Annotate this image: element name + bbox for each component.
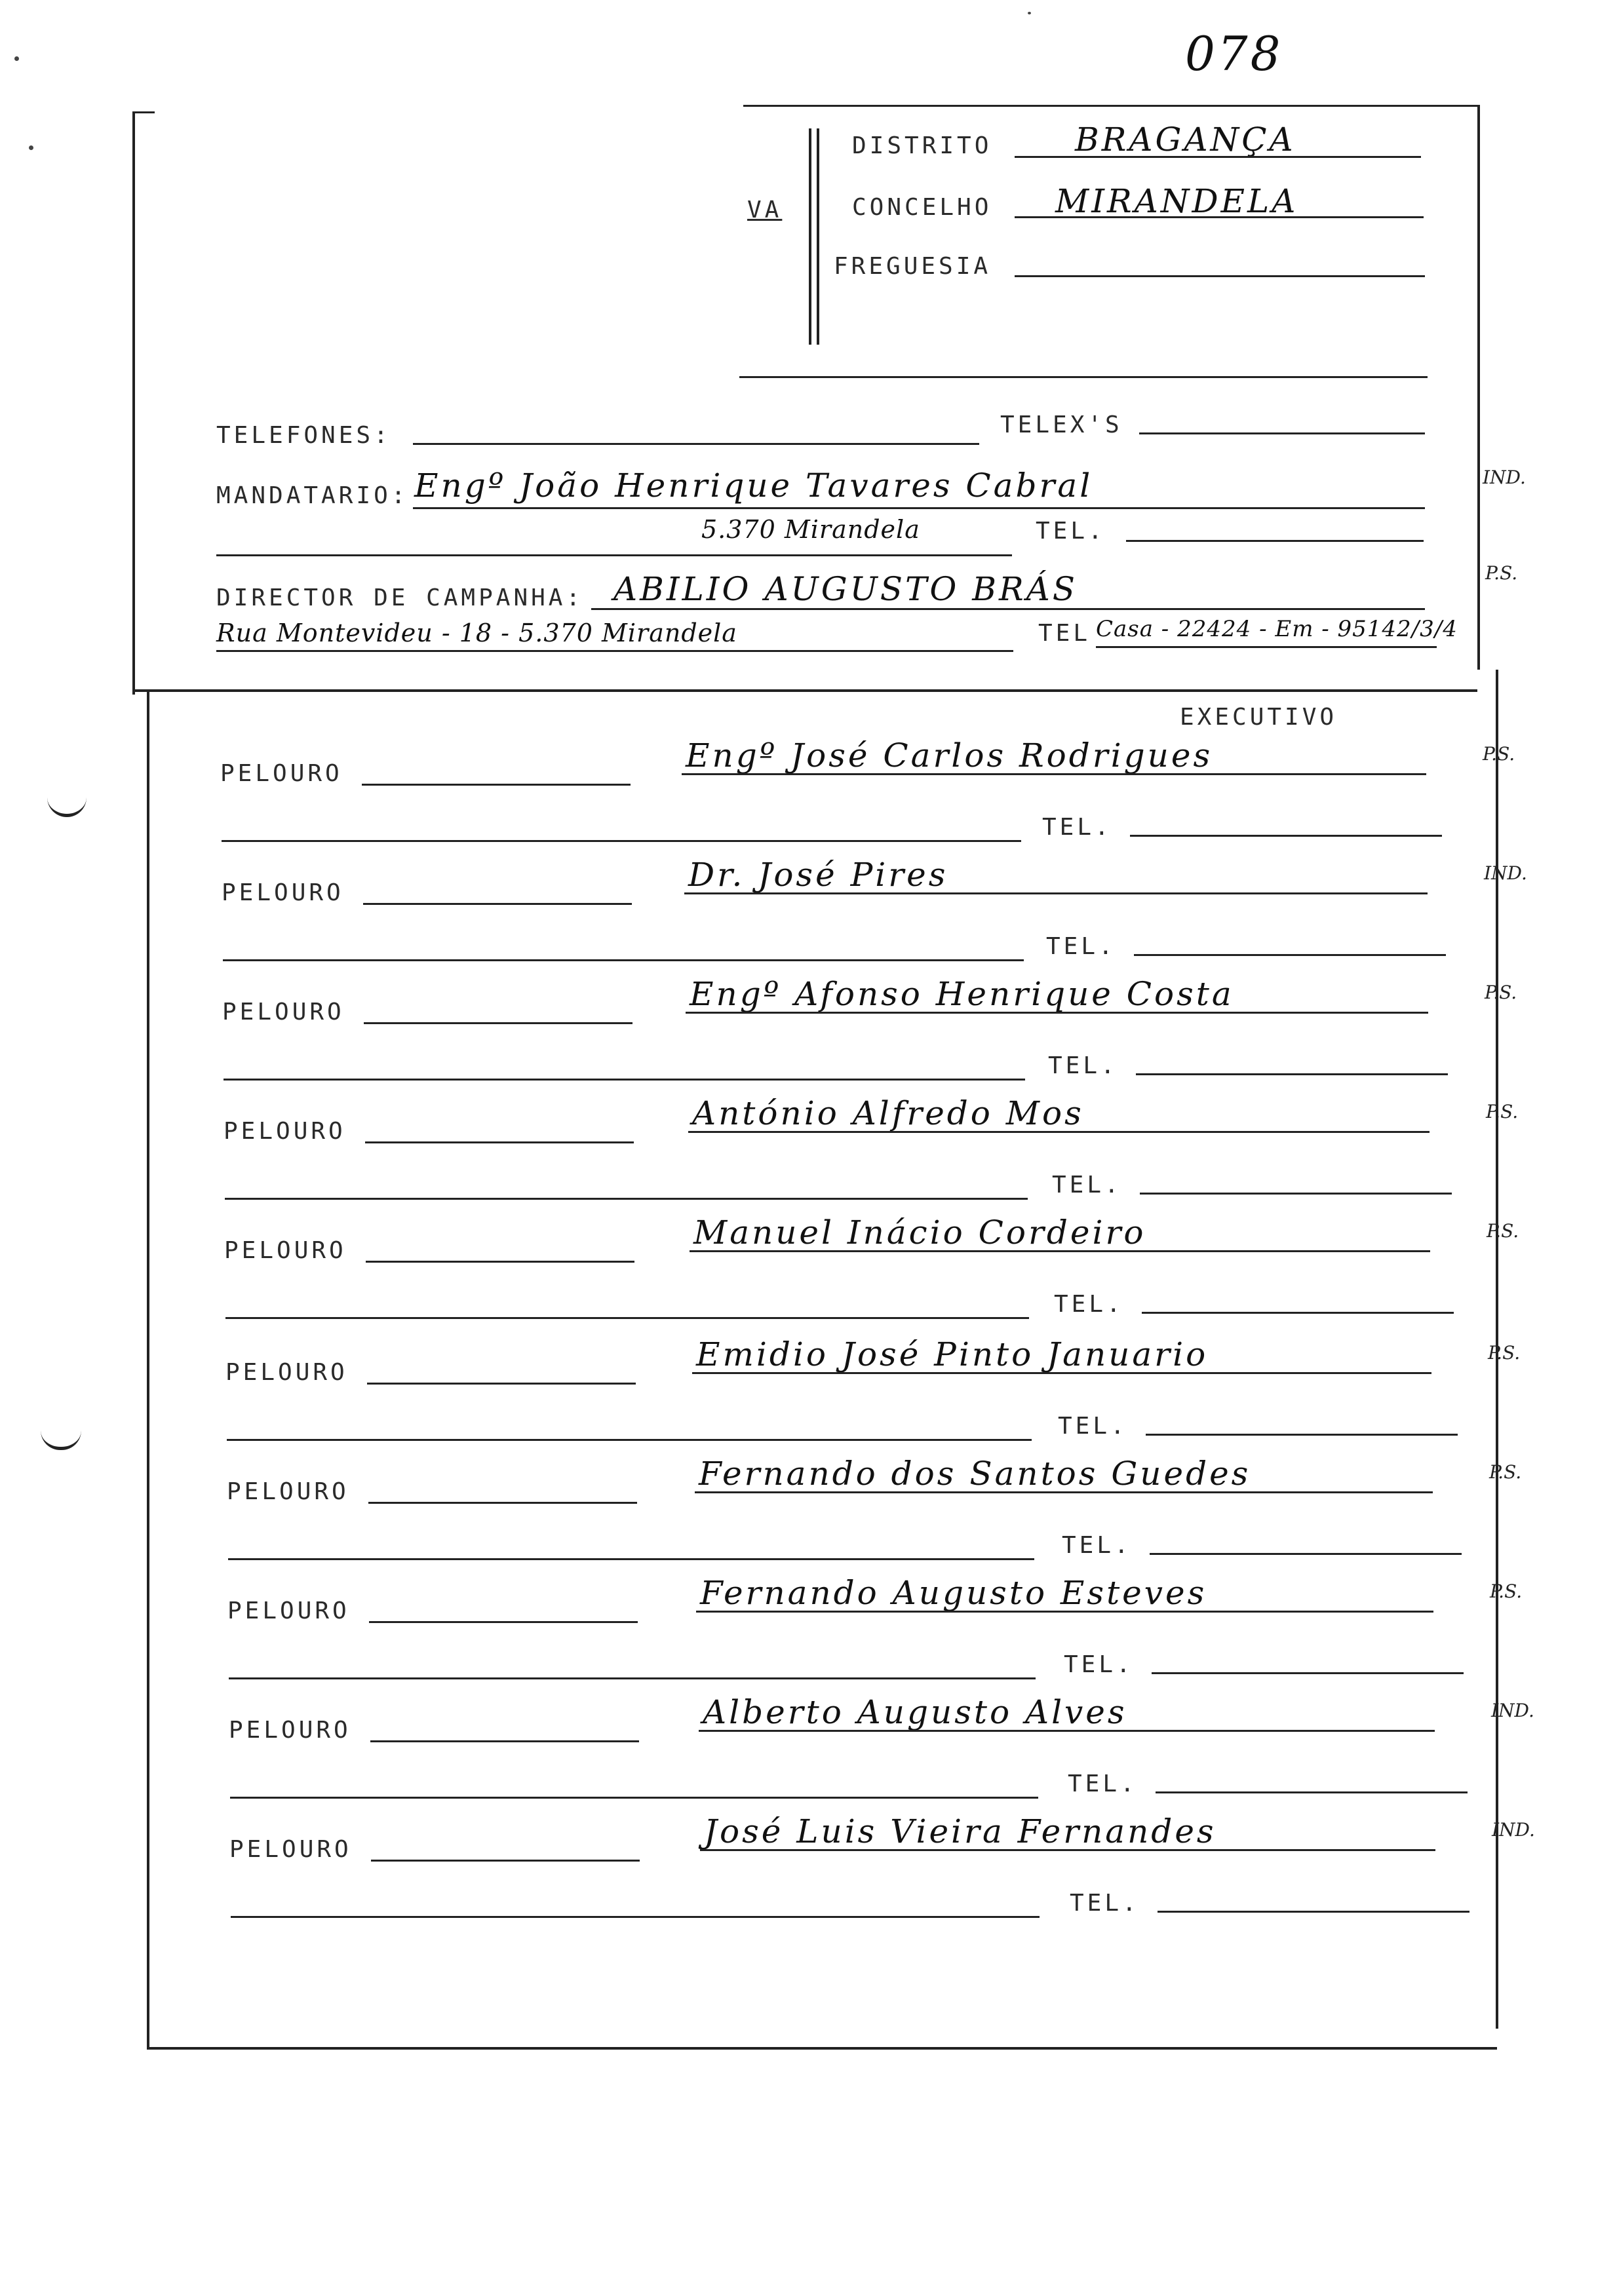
punch-hole-mark [41, 1428, 81, 1450]
member-contact-line [230, 1797, 1038, 1799]
distrito-label: DISTRITO [852, 132, 992, 159]
member-name-line [684, 892, 1428, 894]
pelouro-label: PELOURO [224, 1237, 347, 1264]
pelouro-line [366, 1261, 634, 1263]
member-tel-line [1134, 954, 1446, 956]
member-name: Dr. José Pires [688, 856, 948, 894]
scan-speck [1028, 12, 1031, 14]
freguesia-line [1015, 275, 1425, 277]
header-blank-line [739, 376, 1428, 378]
member-tel-label: TEL. [1042, 814, 1112, 841]
telefones-line [413, 443, 979, 445]
member-party: IND. [1492, 1819, 1535, 1841]
pelouro-label: PELOURO [227, 1478, 349, 1505]
member-contact-line [222, 840, 1021, 842]
member-tel-label: TEL. [1046, 933, 1116, 960]
member-tel-line [1130, 835, 1442, 837]
freguesia-label: FREGUESIA [834, 253, 992, 280]
member-party: IND. [1484, 862, 1527, 884]
member-tel-label: TEL. [1052, 1172, 1122, 1198]
member-tel-line [1158, 1911, 1469, 1913]
member-name-line [700, 1849, 1435, 1851]
pelouro-line [367, 1383, 636, 1385]
member-name-line [696, 1611, 1433, 1613]
member-name: Emidio José Pinto Januario [696, 1335, 1209, 1373]
concelho-value: MIRANDELA [1055, 182, 1298, 220]
member-name: Fernando Augusto Esteves [700, 1574, 1207, 1612]
director-address-line [216, 650, 1013, 652]
pelouro-label: PELOURO [229, 1836, 352, 1863]
director-tel-label: TEL [1038, 620, 1091, 647]
member-party: P.S. [1490, 1580, 1523, 1602]
pelouro-line [368, 1502, 637, 1504]
mandatario-tel-label: TEL. [1036, 518, 1106, 545]
scan-speck [14, 56, 19, 61]
pelouro-label: PELOURO [220, 760, 343, 787]
pelouro-label: PELOURO [222, 879, 344, 906]
member-name: Manuel Inácio Cordeiro [693, 1214, 1146, 1252]
member-contact-line [229, 1677, 1036, 1679]
member-name-line [690, 1250, 1430, 1252]
pelouro-label: PELOURO [229, 1717, 351, 1744]
scan-speck [29, 145, 33, 150]
distrito-value: BRAGANÇA [1075, 121, 1296, 159]
member-tel-label: TEL. [1058, 1413, 1128, 1440]
member-contact-line [223, 959, 1024, 961]
pelouro-label: PELOURO [225, 1359, 348, 1386]
header-double-bar [817, 128, 819, 345]
member-tel-line [1142, 1312, 1454, 1314]
executivo-label: EXECUTIVO [1180, 704, 1338, 731]
pelouro-line [369, 1621, 638, 1623]
member-name: Engº Afonso Henrique Costa [690, 975, 1234, 1013]
form-left-border-top [132, 111, 135, 695]
distrito-line [1015, 156, 1421, 158]
member-party: P.S. [1489, 1461, 1522, 1483]
director-label: DIRECTOR DE CAMPANHA: [216, 584, 584, 611]
member-tel-line [1156, 1791, 1468, 1793]
member-contact-line [224, 1079, 1025, 1081]
director-tel-line [1096, 646, 1437, 648]
member-name: José Luis Vieira Fernandes [704, 1812, 1216, 1850]
member-party: P.S. [1488, 1342, 1521, 1364]
member-name-line [699, 1730, 1435, 1732]
member-party: P.S. [1485, 982, 1517, 1003]
pelouro-line [363, 903, 632, 905]
member-name-line [695, 1491, 1433, 1493]
member-contact-line [225, 1317, 1029, 1319]
member-tel-label: TEL. [1048, 1052, 1118, 1079]
pelouro-line [364, 1022, 632, 1024]
member-tel-line [1140, 1193, 1452, 1195]
pelouro-line [370, 1740, 639, 1742]
section-divider [132, 689, 1477, 692]
member-contact-line [227, 1439, 1032, 1441]
pelouro-label: PELOURO [224, 1118, 346, 1145]
member-tel-label: TEL. [1054, 1291, 1124, 1318]
mandatario-address: 5.370 Mirandela [701, 515, 920, 544]
form-top-tick [132, 111, 155, 113]
member-name: Fernando dos Santos Guedes [699, 1455, 1251, 1493]
form-left-border-bottom [147, 689, 149, 2048]
header-double-bar [809, 128, 811, 345]
member-name-line [682, 773, 1426, 775]
mandatario-name: Engº João Henrique Tavares Cabral [414, 467, 1093, 505]
member-contact-line [228, 1558, 1034, 1560]
member-contact-line [231, 1916, 1040, 1918]
director-party: P.S. [1485, 562, 1518, 584]
director-address: Rua Montevideu - 18 - 5.370 Mirandela [216, 619, 737, 647]
form-bottom-border [147, 2047, 1497, 2050]
member-tel-label: TEL. [1068, 1770, 1138, 1797]
pelouro-label: PELOURO [227, 1598, 350, 1624]
concelho-label: CONCELHO [852, 194, 992, 221]
telex-line [1139, 432, 1425, 434]
director-line [591, 608, 1425, 610]
member-name: António Alfredo Mos [692, 1094, 1084, 1132]
punch-hole-mark [47, 797, 87, 817]
page-number: 078 [1185, 26, 1283, 81]
form-top-border [743, 105, 1480, 107]
member-name: Alberto Augusto Alves [703, 1693, 1127, 1731]
va-label: VA [747, 197, 783, 223]
member-party: P.S. [1486, 1101, 1519, 1122]
director-name: ABILIO AUGUSTO BRÁS [613, 570, 1078, 608]
pelouro-line [365, 1141, 634, 1143]
pelouro-line [362, 784, 631, 786]
member-name-line [688, 1131, 1430, 1133]
member-tel-line [1150, 1553, 1462, 1555]
mandatario-tel-line [1126, 540, 1424, 542]
member-name-line [686, 1012, 1428, 1014]
member-tel-label: TEL. [1070, 1890, 1140, 1917]
telefones-label: TELEFONES: [216, 422, 391, 449]
pelouro-label: PELOURO [222, 999, 345, 1025]
member-tel-label: TEL. [1064, 1651, 1134, 1678]
member-party: P.S. [1487, 1220, 1519, 1242]
director-tel-value: Casa - 22424 - Em - 95142/3/4 [1096, 616, 1458, 642]
mandatario-line [413, 507, 1425, 509]
member-party: IND. [1491, 1700, 1534, 1721]
member-name-line [692, 1372, 1431, 1374]
member-party: P.S. [1483, 743, 1515, 765]
concelho-line [1015, 216, 1424, 218]
mandatario-address-line [216, 554, 1012, 556]
member-tel-line [1152, 1672, 1464, 1674]
member-tel-line [1136, 1073, 1448, 1075]
mandatario-label: MANDATARIO: [216, 482, 409, 509]
member-tel-line [1146, 1434, 1458, 1436]
form-right-border-top [1477, 105, 1480, 670]
telex-label: TELEX'S [1000, 411, 1123, 438]
mandatario-party: IND. [1483, 467, 1526, 488]
member-contact-line [225, 1198, 1028, 1200]
member-tel-label: TEL. [1062, 1532, 1132, 1559]
pelouro-line [371, 1860, 640, 1862]
member-name: Engº José Carlos Rodrigues [686, 737, 1213, 775]
